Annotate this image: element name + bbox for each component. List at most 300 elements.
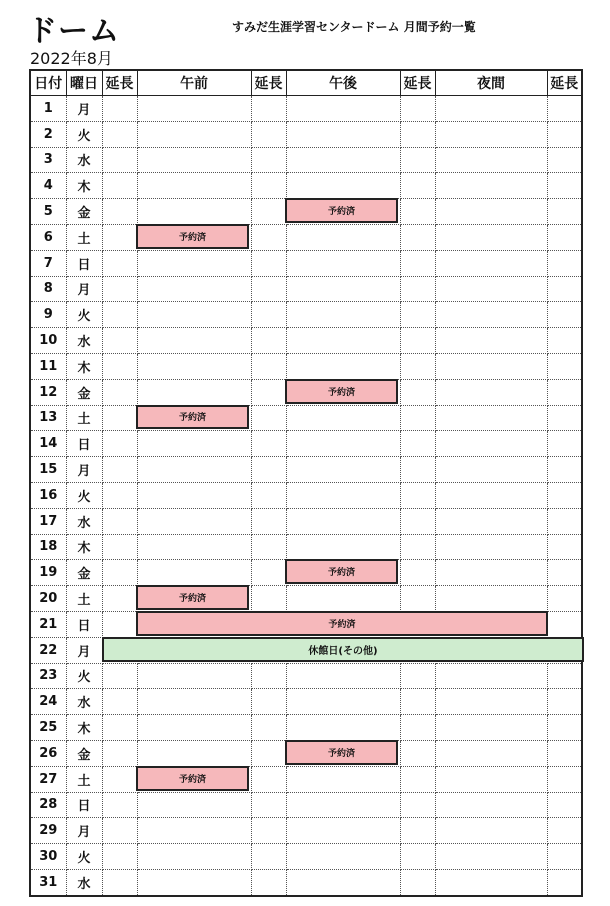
slot-cell[interactable] xyxy=(400,482,435,508)
slot-cell[interactable] xyxy=(102,508,137,534)
slot-cell[interactable] xyxy=(435,224,547,250)
table-row xyxy=(30,689,582,715)
slot-cell[interactable] xyxy=(547,689,582,715)
slot-cell[interactable] xyxy=(400,844,435,870)
slot-cell[interactable] xyxy=(286,431,400,457)
slot-cell[interactable] xyxy=(547,302,582,328)
table-row xyxy=(30,302,582,328)
date-cell: 16 xyxy=(30,482,66,508)
weekday-cell: 木 xyxy=(66,715,102,741)
slot-cell[interactable] xyxy=(286,482,400,508)
slot-cell[interactable] xyxy=(251,250,286,276)
slot-cell[interactable] xyxy=(251,560,286,586)
slot-cell[interactable] xyxy=(251,818,286,844)
slot-cell[interactable] xyxy=(251,353,286,379)
slot-cell[interactable] xyxy=(137,740,251,766)
slot-cell[interactable] xyxy=(435,844,547,870)
slot-cell[interactable] xyxy=(102,199,137,225)
weekday-cell: 日 xyxy=(66,611,102,637)
date-cell: 23 xyxy=(30,663,66,689)
slot-cell[interactable] xyxy=(102,353,137,379)
slot-cell[interactable] xyxy=(547,534,582,560)
slot-cell[interactable] xyxy=(102,482,137,508)
slot-cell[interactable] xyxy=(137,276,251,302)
slot-cell[interactable] xyxy=(547,96,582,122)
slot-cell[interactable] xyxy=(137,689,251,715)
weekday-cell: 月 xyxy=(66,96,102,122)
weekday-cell: 金 xyxy=(66,379,102,405)
reservation-bar[interactable]: 予約済 xyxy=(136,611,548,636)
slot-cell[interactable] xyxy=(400,740,435,766)
slot-cell[interactable] xyxy=(400,147,435,173)
table-row xyxy=(30,405,582,431)
table-row xyxy=(30,250,582,276)
slot-cell[interactable] xyxy=(547,792,582,818)
reservation-bar[interactable]: 予約済 xyxy=(136,224,249,249)
date-cell: 1 xyxy=(30,96,66,122)
slot-cell[interactable] xyxy=(102,457,137,483)
slot-cell[interactable] xyxy=(251,663,286,689)
weekday-cell: 水 xyxy=(66,328,102,354)
slot-cell[interactable] xyxy=(251,869,286,895)
slot-cell[interactable] xyxy=(102,302,137,328)
table-row xyxy=(30,715,582,741)
slot-cell[interactable] xyxy=(547,224,582,250)
col-morning: 午前 xyxy=(137,70,251,96)
slot-cell[interactable] xyxy=(547,379,582,405)
slot-cell[interactable] xyxy=(102,276,137,302)
date-cell: 6 xyxy=(30,224,66,250)
weekday-cell: 火 xyxy=(66,121,102,147)
slot-cell[interactable] xyxy=(251,96,286,122)
col-ext2: 延長 xyxy=(251,70,286,96)
slot-cell[interactable] xyxy=(251,121,286,147)
slot-cell[interactable] xyxy=(435,199,547,225)
slot-cell[interactable] xyxy=(547,276,582,302)
slot-cell[interactable] xyxy=(286,663,400,689)
slot-cell[interactable] xyxy=(435,379,547,405)
slot-cell[interactable] xyxy=(102,663,137,689)
slot-cell[interactable] xyxy=(435,147,547,173)
weekday-cell: 水 xyxy=(66,869,102,895)
slot-cell[interactable] xyxy=(251,792,286,818)
slot-cell[interactable] xyxy=(251,457,286,483)
slot-cell[interactable] xyxy=(102,792,137,818)
slot-cell[interactable] xyxy=(547,431,582,457)
slot-cell[interactable] xyxy=(435,96,547,122)
slot-cell[interactable] xyxy=(251,224,286,250)
slot-cell[interactable] xyxy=(102,560,137,586)
slot-cell[interactable] xyxy=(400,508,435,534)
slot-cell[interactable] xyxy=(251,276,286,302)
table-row xyxy=(30,508,582,534)
slot-cell[interactable] xyxy=(435,405,547,431)
weekday-cell: 日 xyxy=(66,792,102,818)
slot-cell[interactable] xyxy=(435,328,547,354)
slot-cell[interactable] xyxy=(137,482,251,508)
slot-cell[interactable] xyxy=(102,147,137,173)
slot-cell[interactable] xyxy=(435,869,547,895)
weekday-cell: 金 xyxy=(66,560,102,586)
table-row xyxy=(30,431,582,457)
slot-cell[interactable] xyxy=(435,740,547,766)
slot-cell[interactable] xyxy=(547,844,582,870)
date-cell: 24 xyxy=(30,689,66,715)
slot-cell[interactable] xyxy=(137,379,251,405)
month-label: 2022年8月 xyxy=(30,49,113,68)
slot-cell[interactable] xyxy=(547,147,582,173)
slot-cell[interactable] xyxy=(400,431,435,457)
slot-cell[interactable] xyxy=(251,534,286,560)
slot-cell[interactable] xyxy=(400,663,435,689)
slot-cell[interactable] xyxy=(102,586,137,612)
slot-cell[interactable] xyxy=(286,328,400,354)
slot-cell[interactable] xyxy=(251,586,286,612)
date-cell: 22 xyxy=(30,637,66,663)
table-row xyxy=(30,818,582,844)
slot-cell[interactable] xyxy=(137,121,251,147)
slot-cell[interactable] xyxy=(435,431,547,457)
date-cell: 11 xyxy=(30,353,66,379)
slot-cell[interactable] xyxy=(251,199,286,225)
weekday-cell: 火 xyxy=(66,482,102,508)
slot-cell[interactable] xyxy=(286,586,400,612)
col-dow: 曜日 xyxy=(66,70,102,96)
slot-cell[interactable] xyxy=(435,586,547,612)
slot-cell[interactable] xyxy=(251,844,286,870)
slot-cell[interactable] xyxy=(547,250,582,276)
slot-cell[interactable] xyxy=(137,173,251,199)
slot-cell[interactable] xyxy=(400,534,435,560)
reservation-bar[interactable]: 予約済 xyxy=(285,740,398,765)
slot-cell[interactable] xyxy=(102,766,137,792)
date-cell: 13 xyxy=(30,405,66,431)
slot-cell[interactable] xyxy=(137,302,251,328)
slot-cell[interactable] xyxy=(547,586,582,612)
weekday-cell: 月 xyxy=(66,818,102,844)
weekday-cell: 木 xyxy=(66,173,102,199)
table-row xyxy=(30,173,582,199)
table-row xyxy=(30,457,582,483)
date-cell: 27 xyxy=(30,766,66,792)
slot-cell[interactable] xyxy=(547,818,582,844)
date-cell: 19 xyxy=(30,560,66,586)
slot-cell[interactable] xyxy=(251,405,286,431)
slot-cell[interactable] xyxy=(400,869,435,895)
slot-cell[interactable] xyxy=(435,663,547,689)
reservation-bar[interactable]: 予約済 xyxy=(285,198,398,223)
weekday-cell: 土 xyxy=(66,405,102,431)
slot-cell[interactable] xyxy=(137,792,251,818)
col-afternoon: 午後 xyxy=(286,70,400,96)
slot-cell[interactable] xyxy=(102,250,137,276)
slot-cell[interactable] xyxy=(102,405,137,431)
slot-cell[interactable] xyxy=(435,508,547,534)
weekday-cell: 土 xyxy=(66,224,102,250)
slot-cell[interactable] xyxy=(286,766,400,792)
weekday-cell: 日 xyxy=(66,250,102,276)
slot-cell[interactable] xyxy=(400,766,435,792)
weekday-cell: 火 xyxy=(66,844,102,870)
date-cell: 10 xyxy=(30,328,66,354)
slot-cell[interactable] xyxy=(286,792,400,818)
slot-cell[interactable] xyxy=(251,173,286,199)
slot-cell[interactable] xyxy=(102,844,137,870)
weekday-cell: 月 xyxy=(66,276,102,302)
slot-cell[interactable] xyxy=(435,766,547,792)
slot-cell[interactable] xyxy=(102,869,137,895)
date-cell: 18 xyxy=(30,534,66,560)
reservation-bar[interactable]: 予約済 xyxy=(136,766,249,791)
slot-cell[interactable] xyxy=(251,508,286,534)
slot-cell[interactable] xyxy=(547,482,582,508)
slot-cell[interactable] xyxy=(547,405,582,431)
slot-cell[interactable] xyxy=(286,715,400,741)
slot-cell[interactable] xyxy=(435,818,547,844)
slot-cell[interactable] xyxy=(137,250,251,276)
slot-cell[interactable] xyxy=(251,379,286,405)
slot-cell[interactable] xyxy=(400,96,435,122)
slot-cell[interactable] xyxy=(251,766,286,792)
slot-cell[interactable] xyxy=(547,740,582,766)
slot-cell[interactable] xyxy=(102,715,137,741)
slot-cell[interactable] xyxy=(137,560,251,586)
slot-cell[interactable] xyxy=(102,96,137,122)
slot-cell[interactable] xyxy=(286,353,400,379)
weekday-cell: 水 xyxy=(66,508,102,534)
slot-cell[interactable] xyxy=(547,328,582,354)
date-cell: 5 xyxy=(30,199,66,225)
reservation-bar[interactable]: 予約済 xyxy=(285,379,398,404)
slot-cell[interactable] xyxy=(251,147,286,173)
slot-cell[interactable] xyxy=(286,508,400,534)
slot-cell[interactable] xyxy=(102,379,137,405)
table-row xyxy=(30,792,582,818)
date-cell: 4 xyxy=(30,173,66,199)
weekday-cell: 土 xyxy=(66,766,102,792)
slot-cell[interactable] xyxy=(137,844,251,870)
slot-cell[interactable] xyxy=(435,353,547,379)
slot-cell[interactable] xyxy=(435,302,547,328)
col-date: 日付 xyxy=(30,70,66,96)
slot-cell[interactable] xyxy=(102,740,137,766)
slot-cell[interactable] xyxy=(137,431,251,457)
slot-cell[interactable] xyxy=(286,869,400,895)
weekday-cell: 金 xyxy=(66,199,102,225)
slot-cell[interactable] xyxy=(286,147,400,173)
slot-cell[interactable] xyxy=(137,457,251,483)
slot-cell[interactable] xyxy=(435,792,547,818)
slot-cell[interactable] xyxy=(547,715,582,741)
date-cell: 8 xyxy=(30,276,66,302)
slot-cell[interactable] xyxy=(400,586,435,612)
date-cell: 9 xyxy=(30,302,66,328)
slot-cell[interactable] xyxy=(102,224,137,250)
slot-cell[interactable] xyxy=(400,457,435,483)
table-row xyxy=(30,869,582,895)
closed-day-bar[interactable]: 休館日(その他) xyxy=(102,637,584,662)
date-cell: 15 xyxy=(30,457,66,483)
slot-cell[interactable] xyxy=(547,508,582,534)
date-cell: 26 xyxy=(30,740,66,766)
slot-cell[interactable] xyxy=(400,353,435,379)
slot-cell[interactable] xyxy=(400,560,435,586)
table-row xyxy=(30,586,582,612)
slot-cell[interactable] xyxy=(102,534,137,560)
slot-cell[interactable] xyxy=(435,121,547,147)
date-cell: 21 xyxy=(30,611,66,637)
slot-cell[interactable] xyxy=(102,121,137,147)
slot-cell[interactable] xyxy=(547,611,582,637)
slot-cell[interactable] xyxy=(137,199,251,225)
slot-cell[interactable] xyxy=(547,353,582,379)
reservation-bar[interactable]: 予約済 xyxy=(285,559,398,584)
table-row xyxy=(30,96,582,122)
slot-cell[interactable] xyxy=(400,792,435,818)
col-ext4: 延長 xyxy=(547,70,582,96)
slot-cell[interactable] xyxy=(547,663,582,689)
col-ext3: 延長 xyxy=(400,70,435,96)
slot-cell[interactable] xyxy=(137,328,251,354)
slot-cell[interactable] xyxy=(286,844,400,870)
slot-cell[interactable] xyxy=(435,482,547,508)
weekday-cell: 火 xyxy=(66,663,102,689)
slot-cell[interactable] xyxy=(400,689,435,715)
table-row xyxy=(30,663,582,689)
weekday-cell: 土 xyxy=(66,586,102,612)
slot-cell[interactable] xyxy=(435,250,547,276)
table-row xyxy=(30,482,582,508)
slot-cell[interactable] xyxy=(102,818,137,844)
weekday-cell: 火 xyxy=(66,302,102,328)
slot-cell[interactable] xyxy=(435,689,547,715)
reservation-bar[interactable]: 予約済 xyxy=(136,405,249,430)
slot-cell[interactable] xyxy=(286,405,400,431)
date-cell: 12 xyxy=(30,379,66,405)
slot-cell[interactable] xyxy=(400,379,435,405)
slot-cell[interactable] xyxy=(547,766,582,792)
slot-cell[interactable] xyxy=(400,405,435,431)
slot-cell[interactable] xyxy=(547,560,582,586)
table-row xyxy=(30,844,582,870)
slot-cell[interactable] xyxy=(400,121,435,147)
date-cell: 31 xyxy=(30,869,66,895)
slot-cell[interactable] xyxy=(251,689,286,715)
slot-cell[interactable] xyxy=(286,121,400,147)
weekday-cell: 日 xyxy=(66,431,102,457)
slot-cell[interactable] xyxy=(102,689,137,715)
facility-subtitle: すみだ生涯学習センタードーム 月間予約一覧 xyxy=(232,20,476,34)
slot-cell[interactable] xyxy=(251,431,286,457)
slot-cell[interactable] xyxy=(137,715,251,741)
slot-cell[interactable] xyxy=(137,353,251,379)
date-cell: 2 xyxy=(30,121,66,147)
slot-cell[interactable] xyxy=(400,276,435,302)
table-row xyxy=(30,147,582,173)
table-row xyxy=(30,224,582,250)
slot-cell[interactable] xyxy=(400,302,435,328)
slot-cell[interactable] xyxy=(400,199,435,225)
table-row xyxy=(30,328,582,354)
reservation-table xyxy=(29,69,583,897)
slot-cell[interactable] xyxy=(400,818,435,844)
slot-cell[interactable] xyxy=(400,224,435,250)
slot-cell[interactable] xyxy=(400,250,435,276)
slot-cell[interactable] xyxy=(102,173,137,199)
slot-cell[interactable] xyxy=(137,147,251,173)
slot-cell[interactable] xyxy=(286,302,400,328)
date-cell: 28 xyxy=(30,792,66,818)
table-row xyxy=(30,353,582,379)
table-row xyxy=(30,534,582,560)
slot-cell[interactable] xyxy=(435,534,547,560)
table-row xyxy=(30,121,582,147)
slot-cell[interactable] xyxy=(102,431,137,457)
slot-cell[interactable] xyxy=(547,121,582,147)
date-cell: 20 xyxy=(30,586,66,612)
weekday-cell: 木 xyxy=(66,534,102,560)
slot-cell[interactable] xyxy=(137,534,251,560)
slot-cell[interactable] xyxy=(286,224,400,250)
slot-cell[interactable] xyxy=(286,457,400,483)
date-cell: 30 xyxy=(30,844,66,870)
slot-cell[interactable] xyxy=(435,173,547,199)
slot-cell[interactable] xyxy=(286,96,400,122)
col-ext1: 延長 xyxy=(102,70,137,96)
slot-cell[interactable] xyxy=(286,276,400,302)
slot-cell[interactable] xyxy=(251,328,286,354)
slot-cell[interactable] xyxy=(251,482,286,508)
slot-cell[interactable] xyxy=(547,457,582,483)
weekday-cell: 木 xyxy=(66,353,102,379)
slot-cell[interactable] xyxy=(251,715,286,741)
slot-cell[interactable] xyxy=(400,328,435,354)
slot-cell[interactable] xyxy=(286,818,400,844)
slot-cell[interactable] xyxy=(137,96,251,122)
slot-cell[interactable] xyxy=(286,534,400,560)
weekday-cell: 水 xyxy=(66,689,102,715)
slot-cell[interactable] xyxy=(251,740,286,766)
slot-cell[interactable] xyxy=(251,302,286,328)
slot-cell[interactable] xyxy=(435,715,547,741)
slot-cell[interactable] xyxy=(137,869,251,895)
slot-cell[interactable] xyxy=(137,508,251,534)
weekday-cell: 金 xyxy=(66,740,102,766)
slot-cell[interactable] xyxy=(547,173,582,199)
table-row xyxy=(30,766,582,792)
slot-cell[interactable] xyxy=(547,869,582,895)
slot-cell[interactable] xyxy=(137,818,251,844)
slot-cell[interactable] xyxy=(435,276,547,302)
slot-cell[interactable] xyxy=(547,199,582,225)
slot-cell[interactable] xyxy=(286,250,400,276)
slot-cell[interactable] xyxy=(286,173,400,199)
col-night: 夜間 xyxy=(435,70,547,96)
date-cell: 3 xyxy=(30,147,66,173)
slot-cell[interactable] xyxy=(102,328,137,354)
slot-cell[interactable] xyxy=(400,715,435,741)
slot-cell[interactable] xyxy=(435,560,547,586)
slot-cell[interactable] xyxy=(400,173,435,199)
slot-cell[interactable] xyxy=(102,611,137,637)
reservation-bar[interactable]: 予約済 xyxy=(136,585,249,610)
table-row xyxy=(30,276,582,302)
slot-cell[interactable] xyxy=(137,663,251,689)
date-cell: 14 xyxy=(30,431,66,457)
slot-cell[interactable] xyxy=(286,689,400,715)
slot-cell[interactable] xyxy=(435,457,547,483)
weekday-cell: 月 xyxy=(66,457,102,483)
